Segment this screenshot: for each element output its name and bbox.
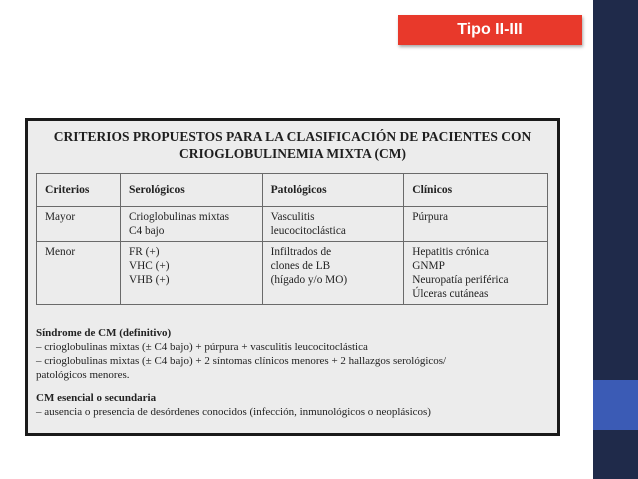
header-clinicos: Clínicos — [404, 174, 548, 207]
cell-serologicos: Crioglobulinas mixtas C4 bajo — [120, 207, 262, 242]
header-patologicos: Patológicos — [262, 174, 404, 207]
notes-line: – crioglobulinas mixtas (± C4 bajo) + 2 síntomas clínicos menores + 2 hallazgos serológicos/ — [36, 355, 447, 367]
table-header-row — [37, 174, 548, 207]
notes-line: – crioglobulinas mixtas (± C4 bajo) + púrpura + vasculitis leucocitoclástica — [36, 341, 368, 353]
notes-line: patológicos menores. — [36, 369, 130, 381]
cell-patologicos: Vasculitis leucocitoclástica — [262, 207, 404, 242]
table-title-line-2: CRIOGLOBULINEMIA MIXTA (CM) — [178, 146, 406, 161]
table-title — [28, 128, 557, 162]
cell-criterio: Mayor — [37, 207, 121, 242]
cell-clinicos: Púrpura — [404, 207, 548, 242]
cell-patologicos: Infiltrados de clones de LB (hígado y/o MO) — [262, 242, 404, 305]
cell-serologicos: FR (+) VHC (+) VHB (+) — [120, 242, 262, 305]
cell-clinicos: Hepatitis crónica GNMP Neuropatía periférica Úlceras cutáneas — [404, 242, 548, 305]
header-serologicos: Serológicos — [120, 174, 262, 207]
table-title-line-1: CRITERIOS PROPUESTOS PARA LA CLASIFICACIÓN DE PACIENTES CON — [53, 129, 532, 144]
right-sidebar-accent — [593, 380, 638, 430]
header-criterios: Criterios — [37, 174, 121, 207]
table-notes — [36, 326, 548, 419]
notes-heading-definitive: Síndrome de CM (definitivo) — [36, 327, 172, 339]
notes-heading-essential: CM esencial o secundaria — [36, 392, 157, 404]
table-image-frame — [25, 118, 560, 436]
table-row — [37, 242, 548, 305]
table-row — [37, 207, 548, 242]
notes-line: – ausencia o presencia de desórdenes conocidos (infección, inmunológicos o neoplásicos) — [36, 406, 431, 418]
cell-criterio: Menor — [37, 242, 121, 305]
type-badge: Tipo II-III — [398, 15, 582, 45]
criteria-table — [36, 173, 548, 305]
